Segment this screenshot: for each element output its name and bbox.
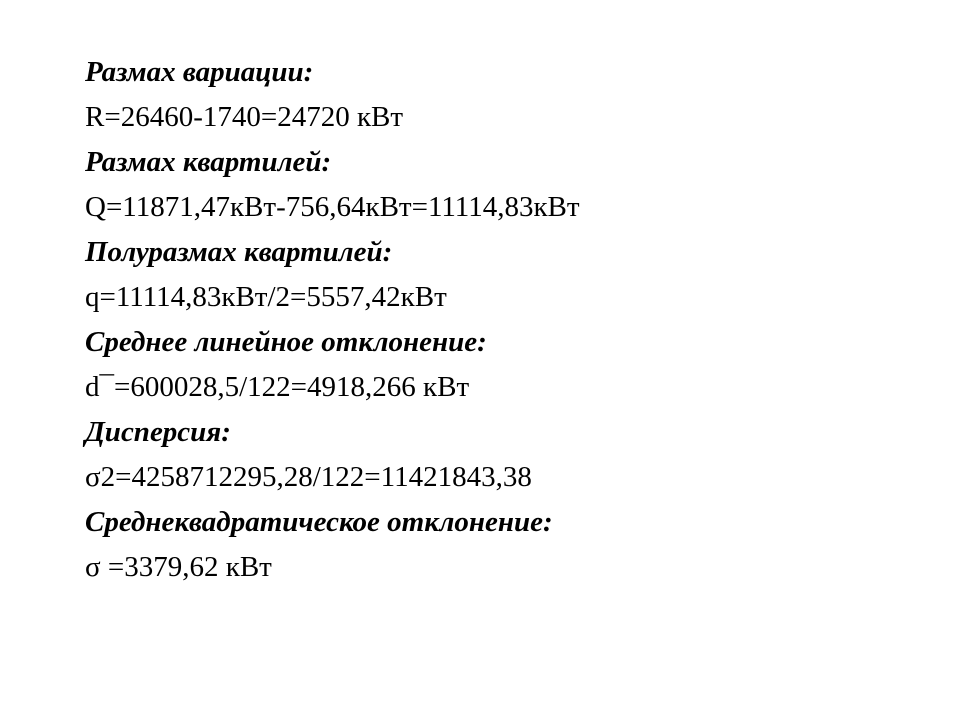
semi-quartile-range-heading: Полуразмах квартилей: — [85, 236, 393, 268]
dispersion-formula: σ2=4258712295,28/122=11421843,38 — [85, 461, 532, 493]
standard-deviation-heading: Среднеквадратическое отклонение: — [85, 506, 553, 538]
semi-quartile-range-formula: q=11114,83кВт/2=5557,42кВт — [85, 281, 447, 313]
mean-linear-deviation-formula: d¯=600028,5/122=4918,266 кВт — [85, 371, 470, 403]
standard-deviation-formula: σ =3379,62 кВт — [85, 551, 272, 583]
statistics-text-block — [85, 50, 905, 590]
mean-linear-deviation-heading: Среднее линейное отклонение: — [85, 326, 487, 358]
quartile-range-heading: Размах квартилей: — [85, 146, 332, 178]
range-variation-heading: Размах вариации: — [85, 56, 314, 88]
range-variation-formula: R=26460-1740=24720 кВт — [85, 101, 404, 133]
dispersion-heading: Дисперсия: — [85, 416, 231, 448]
quartile-range-formula: Q=11871,47кВт-756,64кВт=11114,83кВт — [85, 191, 580, 223]
